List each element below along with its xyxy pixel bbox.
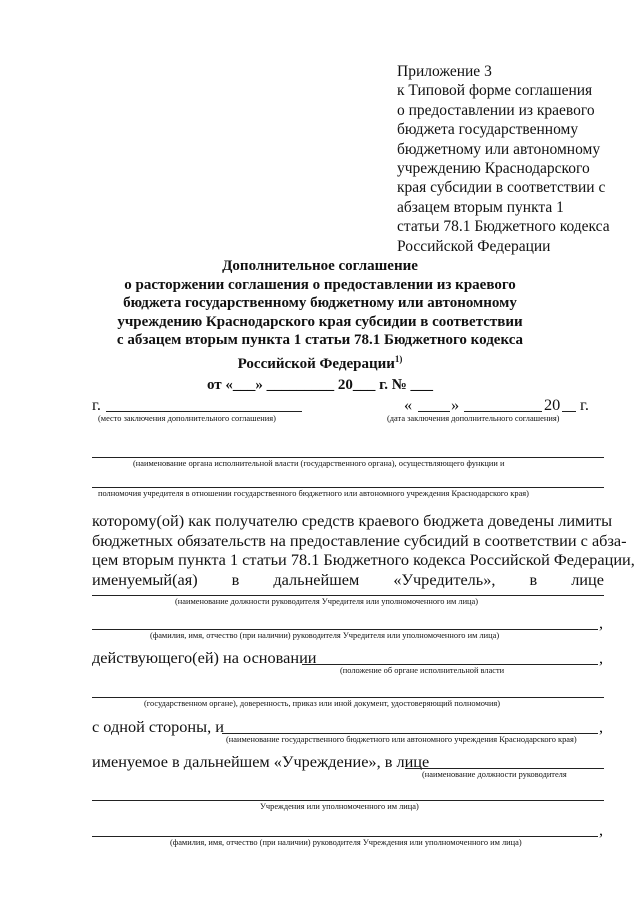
appendix-line: Российской Федерации [397,237,551,255]
inst-position-hint-2: Учреждения или уполномоченного им лица) [260,802,419,811]
date-open-quote: « [404,395,413,414]
organ-field-1[interactable] [92,457,604,458]
paragraph-line: которому(ой) как получателю средств краевого бюджета доведены лимиты [92,511,613,530]
title-line: о расторжении соглашения о предоставлении из краевого [124,276,516,293]
word: лице [571,569,604,589]
acting-basis-field[interactable] [302,664,598,665]
comma: , [599,717,604,736]
word: в [529,569,538,589]
appendix-note [397,62,627,256]
title-line: бюджета государственному бюджетному или автономному [123,295,517,312]
named-institution-label: именуемое в дальнейшем «Учреждение», в лице [92,752,430,771]
month-field[interactable] [464,411,542,412]
appendix-line: края субсидии в соответствии с [397,179,606,197]
founder-position-hint: (наименование должности руководителя Учредителя или уполномоченного им лица) [175,597,479,606]
word: дальнейшем [273,569,360,589]
paragraph-line: цем вторым пункта 1 статьи 78.1 Бюджетного кодекса Российской Федерации, [92,550,635,570]
title-line-last [60,350,580,374]
inst-position-hint-1: (наименование должности руководителя [422,770,567,779]
appendix-line: статьи 78.1 Бюджетного кодекса [397,218,610,236]
place-prefix: г. [92,395,101,414]
word: «Учредитель», [393,569,496,589]
founder-position-field[interactable] [92,595,604,596]
title-date-number: от «___» _________ 20___ г. № ___ [206,376,434,393]
basis-hint-1: (положение об органе исполнительной власти [340,666,505,675]
basis-field-2[interactable] [92,697,604,698]
organ-field-2[interactable] [92,487,604,488]
comma: , [599,820,604,839]
year-prefix: 20 [544,395,561,414]
organ-hint-1: (наименование органа исполнительной власти (государственного органа), осуществляющего функции и [133,459,505,468]
organ-hint-2: полномочия учредителя в отношении государственного бюджетного или автономного учреждения Краснодарского края) [98,489,529,498]
appendix-line: учреждению Краснодарского [397,160,590,178]
institution-name-hint: (наименование государственного бюджетного или автономного учреждения Краснодарского края) [226,735,577,744]
title-last-text: Российской Федерации [237,355,395,372]
founder-paragraph [92,511,635,589]
founder-name-hint: (фамилия, имя, отчество (при наличии) руководителя Учредителя или уполномоченного им лица) [150,631,500,640]
inst-head-name-field[interactable] [92,836,598,837]
founder-name-field[interactable] [92,629,598,630]
comma: , [599,648,604,667]
appendix-line: бюджетному или автономному [397,140,601,158]
acting-basis-label: действующего(ей) на основании [92,648,317,667]
title-line: с абзацем вторым пункта 1 статьи 78.1 Бюджетного кодекса [116,332,524,349]
word: в [231,569,240,589]
date-close-quote: » [451,395,460,414]
one-side-label: с одной стороны, и [92,717,224,736]
institution-position-field[interactable] [405,768,604,769]
appendix-line: о предоставлении из краевого [397,101,595,119]
inst-head-name-hint: (фамилия, имя, отчество (при наличии) руководителя Учреждения или уполномоченного им лица) [170,838,522,847]
appendix-line: бюджета государственному [397,121,579,139]
title-line: учреждению Краснодарского края субсидии в соответствии [117,313,523,330]
appendix-line: к Типовой форме соглашения [397,82,593,100]
year-field[interactable] [562,411,576,412]
appendix-line: абзацем вторым пункта 1 [397,198,564,216]
footnote-mark: 1) [394,353,403,364]
word: именуемый(ая) [92,569,198,589]
paragraph-line-4 [92,570,604,590]
date-hint: (дата заключения дополнительного соглашения) [387,414,560,423]
paragraph-line: бюджетных обязательств на предоставление субсидий в соответствии с абза- [92,530,627,550]
institution-position-field-2[interactable] [92,800,604,801]
year-suffix: г. [580,395,589,414]
appendix-line: Приложение 3 [397,63,492,80]
basis-hint-2: (государственном органе), доверенность, приказ или иной документ, удостоверяющий полномочия) [144,699,501,708]
institution-name-field[interactable] [222,733,598,734]
place-field[interactable] [106,411,302,412]
day-field[interactable] [418,411,450,412]
title-line: Дополнительное соглашение [222,258,418,274]
document-title [60,257,580,394]
place-hint: (место заключения дополнительного соглашения) [98,414,276,423]
comma: , [599,613,604,632]
